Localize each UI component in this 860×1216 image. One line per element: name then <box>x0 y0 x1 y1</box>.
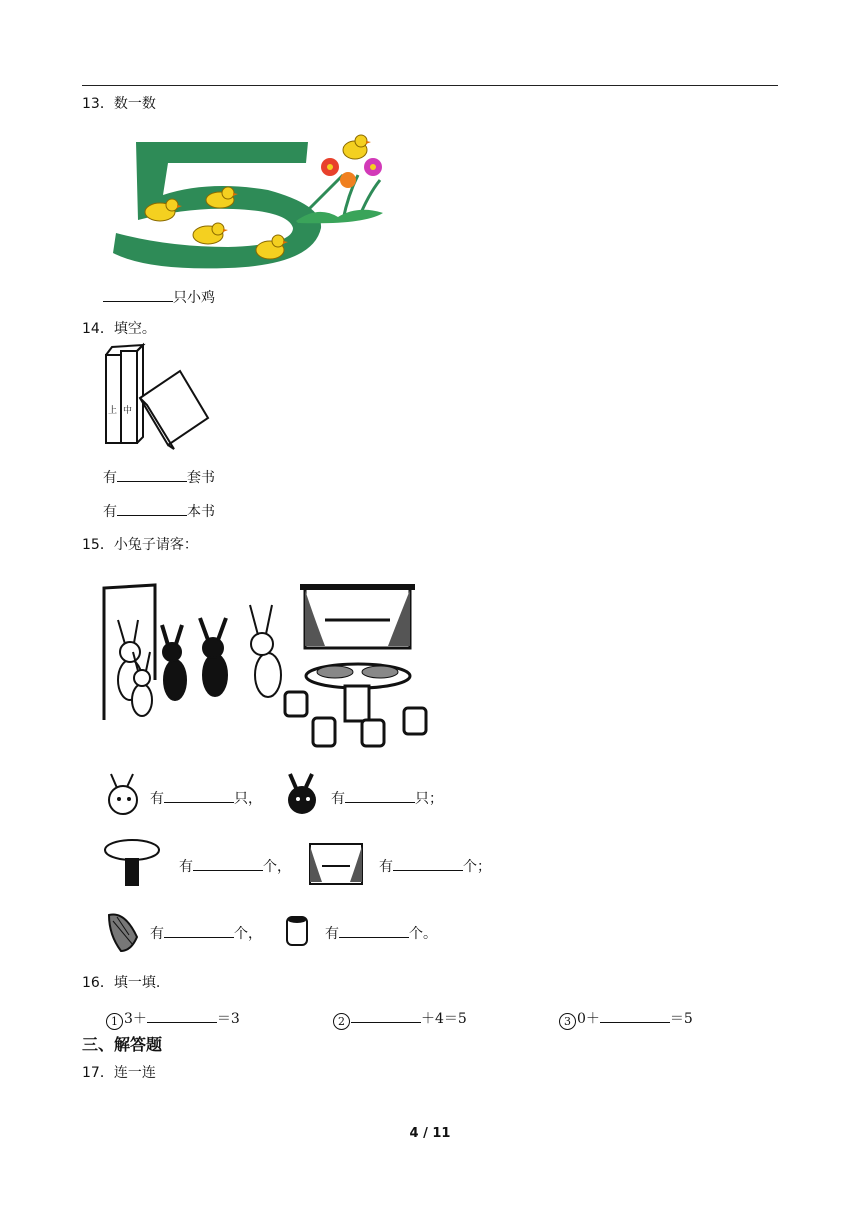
black-rabbit-icon <box>162 625 186 700</box>
q15-row2-item-b: 有 个； <box>379 856 491 876</box>
food-plate-icon <box>103 905 143 955</box>
q15-blank-tables[interactable] <box>193 856 263 871</box>
question-16-heading: 16．填一填. <box>82 975 161 991</box>
q14-blank-2[interactable] <box>117 501 187 516</box>
q15-row2-item-a: 有 个， <box>179 856 291 876</box>
q15-blank-white-rabbits[interactable] <box>164 788 234 803</box>
section-3-title: 三、解答题 <box>82 1035 163 1054</box>
books-illustration <box>102 343 214 448</box>
q15-row3-item-b: 有 个。 <box>325 923 437 943</box>
q15-blank-windows[interactable] <box>393 856 463 871</box>
window-curtain-icon <box>300 584 415 648</box>
black-rabbit-icon <box>282 772 324 820</box>
q16-blank-2[interactable] <box>351 1008 421 1023</box>
white-rabbit-icon <box>250 605 281 697</box>
question-15-heading: 15．小兔子请客： <box>82 537 198 553</box>
q16-blank-3[interactable] <box>600 1008 670 1023</box>
q16-item-3: 3 0＋ ＝5 <box>559 1008 693 1030</box>
q16-item-2: 2 ＋4＝5 <box>333 1008 467 1030</box>
table-icon <box>306 664 410 721</box>
five-chicks-illustration <box>108 125 393 275</box>
question-17-heading: 17．连一连 <box>82 1065 156 1081</box>
question-13-heading: 13．数一数 <box>82 96 156 112</box>
page-number: 4 / 11 <box>409 1126 451 1141</box>
q14-line-2: 有 本书 <box>103 501 215 521</box>
q13-answer-line: 只小鸡 <box>103 287 215 307</box>
book-label-upper: 上 <box>108 406 118 416</box>
q15-row1-item-b: 有 只； <box>331 788 443 808</box>
white-rabbit-icon <box>103 772 145 820</box>
q15-row3-item-a: 有 个， <box>150 923 262 943</box>
header-rule <box>82 85 778 86</box>
circled-number-2: 2 <box>333 1013 350 1030</box>
q16-blank-1[interactable] <box>147 1008 217 1023</box>
q14-line-1: 有 套书 <box>103 467 215 487</box>
circled-number-3: 3 <box>559 1013 576 1030</box>
table-icon <box>103 838 165 890</box>
question-14-heading: 14．填空。 <box>82 321 156 337</box>
chick-icon <box>193 223 228 244</box>
chick-icon <box>343 135 371 159</box>
q15-blank-black-rabbits[interactable] <box>345 788 415 803</box>
black-rabbit-icon <box>200 618 227 696</box>
q14-blank-1[interactable] <box>117 467 187 482</box>
q15-row1-item-a: 有 只， <box>150 788 262 808</box>
book-label-middle: 中 <box>123 406 133 416</box>
rabbit-party-illustration <box>100 580 440 752</box>
circled-number-1: 1 <box>106 1013 123 1030</box>
window-curtain-icon <box>306 840 366 888</box>
stool-icon <box>284 914 310 948</box>
q15-blank-food[interactable] <box>164 923 234 938</box>
q13-answer-blank[interactable] <box>103 287 173 302</box>
q16-item-1: 1 3＋ ＝3 <box>106 1008 240 1030</box>
q15-blank-stools[interactable] <box>339 923 409 938</box>
